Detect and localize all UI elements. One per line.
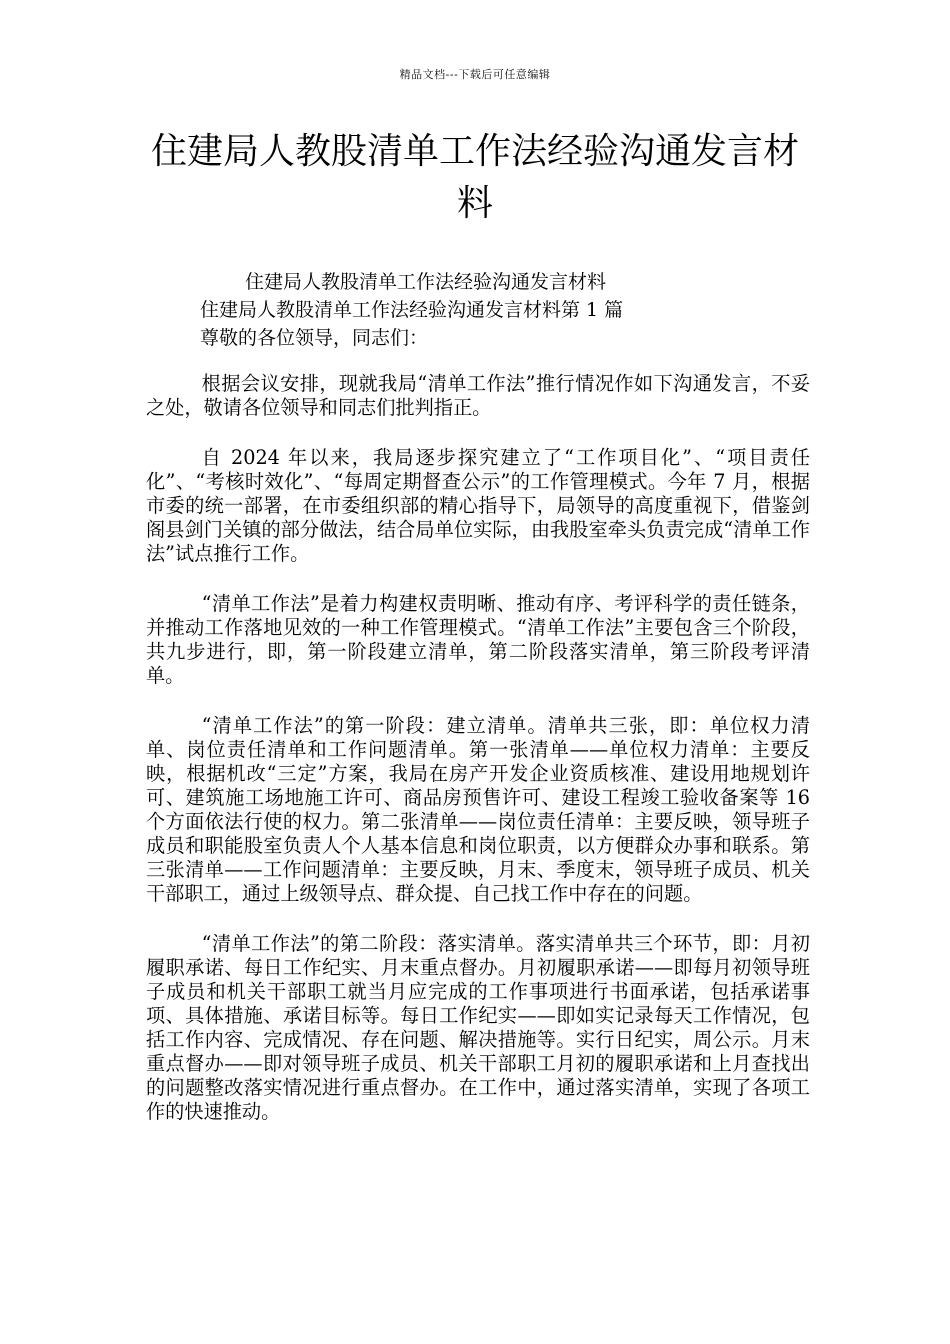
paragraph-stage-two: “清单工作法”的第二阶段：落实清单。落实清单共三个环节，即：月初履职承诺、每日工作纪实、月末重点督办。月初履职承诺——即每月初领导班子成员和机关干部职工就当月应完成的工作事项进行书面承诺，包括承诺事项、具体措施、承诺目标等。每日工作纪实——即如实记录每天工作情况，包括工作内容、完成情况、存在问题、解决措施等。实行日纪实，周公示。月末重点督办——即对领导班子成员、机关干部职工月初的履职承诺和上月查找出的问题整改落实情况进行重点督办。在工作中，通过落实清单，实现了各项工作的快速推动。 [146,932,810,1123]
intro-line-subtitle: 住建局人教股清单工作法经验沟通发言材料 [245,271,607,293]
header-note: 精品文档---下载后可任意编辑 [399,68,551,81]
paragraph-stage-one: “清单工作法”的第一阶段：建立清单。清单共三张，即：单位权力清单、岗位责任清单和工作问题清单。第一张清单——单位权力清单：主要反映，根据机改“三定”方案，我局在房产开发企业资质核准、建设用地规划许可、建筑施工场地施工许可、商品房预售许可、建设工程竣工验收备案等 16 个方面依法行使的权力。第二张清单——岗位责任清单：主要反映，领导班子成员和职能股室负责人个人基本信息和岗位职责，以方便群众办事和联系。第三张清单——工作问题清单：主要反映，月末、季度末，领导班子成员、机关干部职工，通过上级领导点、群众提、自己找工作中存在的问题。 [146,714,810,905]
paragraph-definition: “清单工作法”是着力构建权责明晰、推动有序、考评科学的责任链条，并推动工作落地见效的一种工作管理模式。“清单工作法”主要包含三个阶段，共九步进行，即，第一阶段建立清单，第二阶段落实清单，第三阶段考评清单。 [146,592,810,687]
document-body [146,372,810,1150]
paragraph-background: 自 2024 年以来，我局逐步探究建立了“工作项目化”、“项目责任化”、“考核时效化”、“每周定期督查公示”的工作管理模式。今年 7 月，根据市委的统一部署，在市委组织部的精心指导下，局领导的高度重视下，借鉴剑阁县剑门关镇的部分做法，结合局单位实际，由我股室牵头负责完成“清单工作法”试点推行工作。 [146,446,810,565]
document-title: 住建局人教股清单工作法经验沟通发言材料 [150,131,799,224]
intro-line-salutation: 尊敬的各位领导，同志们： [200,327,429,349]
intro-line-chapter: 住建局人教股清单工作法经验沟通发言材料第 1 篇 [200,299,624,321]
paragraph-opening: 根据会议安排，现就我局“清单工作法”推行情况作如下沟通发言，不妥之处，敬请各位领导和同志们批判指正。 [146,372,810,419]
